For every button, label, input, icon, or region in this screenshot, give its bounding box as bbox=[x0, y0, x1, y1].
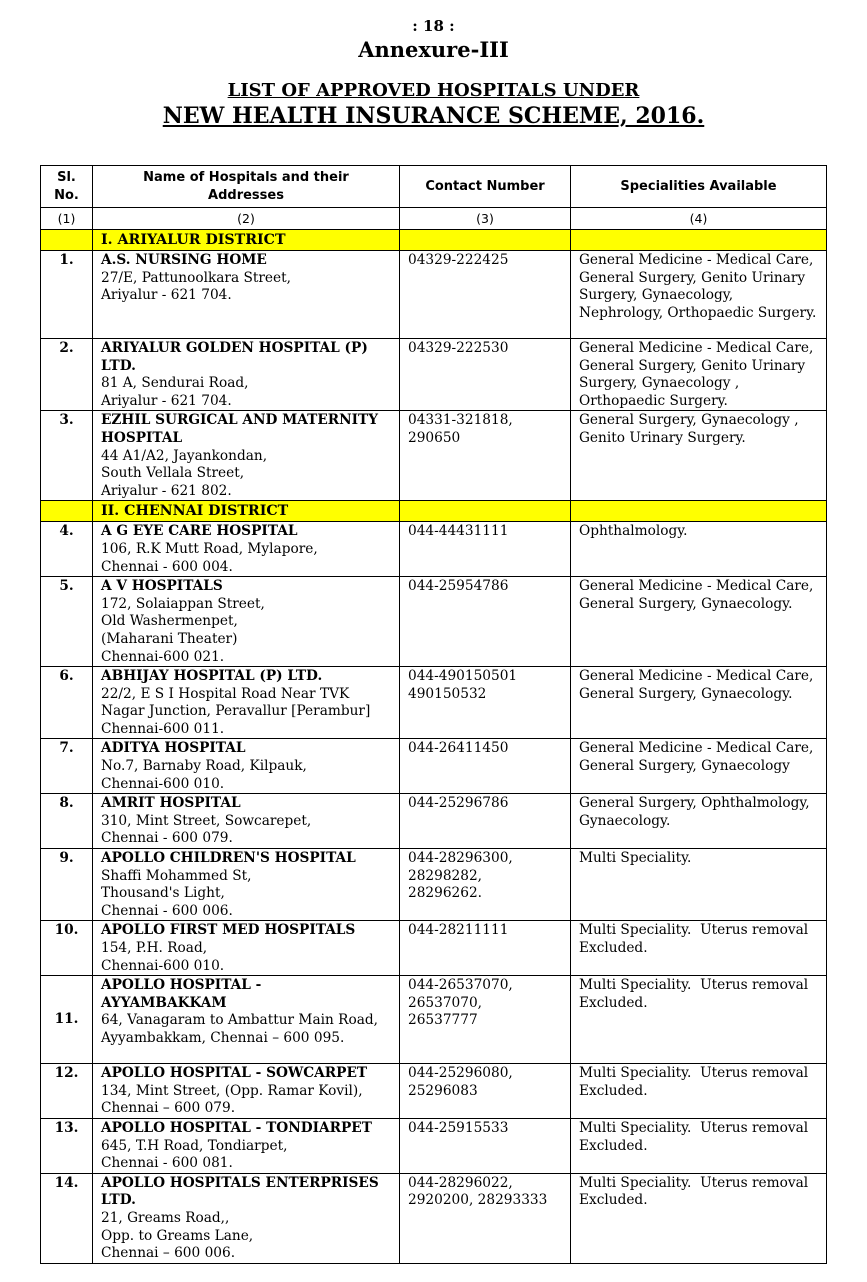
table-row bbox=[41, 1173, 827, 1263]
contact-number: 044-28296022, 2920200, 28293333 bbox=[400, 1173, 571, 1263]
contact-number: 044-25296080, 25296083 bbox=[400, 1064, 571, 1119]
hospital-address: 645, T.H Road, Tondiarpet, Chennai - 600 081. bbox=[101, 1137, 288, 1172]
hospital-name: APOLLO HOSPITAL - AYYAMBAKKAM bbox=[101, 977, 262, 1011]
sl-no: 7. bbox=[41, 739, 93, 794]
hospital-cell bbox=[93, 976, 400, 1064]
hospital-address: 172, Solaiappan Street, Old Washermenpet, (Maharani Theater) Chennai-600 021. bbox=[101, 595, 265, 665]
column-number: (4) bbox=[571, 208, 827, 230]
sl-no: 13. bbox=[41, 1118, 93, 1173]
table-row bbox=[41, 522, 827, 577]
hospital-name: A.S. NURSING HOME bbox=[101, 252, 267, 268]
column-number: (1) bbox=[41, 208, 93, 230]
sl-no: 11. bbox=[41, 976, 93, 1064]
table-row bbox=[41, 739, 827, 794]
contact-number: 044-25296786 bbox=[400, 794, 571, 849]
column-number: (3) bbox=[400, 208, 571, 230]
contact-number: 044-28296300, 28298282, 28296262. bbox=[400, 849, 571, 921]
page-number: : 18 : bbox=[412, 17, 455, 35]
hospital-address: 22/2, E S I Hospital Road Near TVK Nagar Junction, Peravallur [Perambur] Chennai-600 011. bbox=[101, 685, 371, 737]
hospital-name: A V HOSPITALS bbox=[101, 578, 223, 595]
table-row bbox=[41, 849, 827, 921]
hospital-cell bbox=[93, 794, 400, 849]
table-row bbox=[41, 339, 827, 411]
table-row bbox=[41, 1118, 827, 1173]
specialities: General Medicine - Medical Care, General Surgery, Genito Urinary Surgery, Gynaecology, Nephrology, Orthopaedic Surgery. bbox=[571, 251, 827, 339]
specialities: General Medicine - Medical Care, General Surgery, Gynaecology bbox=[571, 739, 827, 794]
district-row bbox=[41, 501, 827, 522]
hospital-address: 134, Mint Street, (Opp. Ramar Kovil), Chennai – 600 079. bbox=[101, 1082, 363, 1117]
hospital-name: APOLLO HOSPITALS ENTERPRISES LTD. bbox=[101, 1174, 379, 1209]
contact-number: 044-26537070, 26537070, 26537777 bbox=[400, 976, 571, 1064]
hospital-address: 106, R.K Mutt Road, Mylapore, Chennai - 600 004. bbox=[101, 540, 318, 575]
header-sl-no: Sl. No. bbox=[41, 166, 93, 208]
table-row bbox=[41, 577, 827, 667]
hospital-cell bbox=[93, 339, 400, 411]
table-row bbox=[41, 411, 827, 501]
title-line-2: NEW HEALTH INSURANCE SCHEME, 2016. bbox=[162, 103, 705, 129]
table-row bbox=[41, 1064, 827, 1119]
hospitals-table bbox=[40, 165, 827, 1264]
specialities: Multi Speciality. Uterus removal Excluded. bbox=[571, 1118, 827, 1173]
district-spec-cell bbox=[571, 501, 827, 522]
hospital-cell bbox=[93, 667, 400, 739]
title-line-1: LIST OF APPROVED HOSPITALS UNDER bbox=[227, 80, 640, 101]
contact-number: 04329-222425 bbox=[400, 251, 571, 339]
hospital-name: APOLLO CHILDREN'S HOSPITAL bbox=[101, 850, 356, 867]
hospital-address: No.7, Barnaby Road, Kilpauk, Chennai-600 010. bbox=[101, 758, 307, 792]
hospital-name: AMRIT HOSPITAL bbox=[101, 795, 241, 812]
hospital-address: Shaffi Mohammed St, Thousand's Light, Chennai - 600 006. bbox=[101, 867, 252, 919]
contact-number: 04331-321818, 290650 bbox=[400, 411, 571, 501]
hospital-address: 81 A, Sendurai Road, Ariyalur - 621 704. bbox=[101, 375, 249, 409]
hospital-cell bbox=[93, 1064, 400, 1119]
table-body bbox=[41, 230, 827, 1264]
hospital-cell bbox=[93, 1173, 400, 1263]
hospital-name: ADITYA HOSPITAL bbox=[101, 740, 246, 757]
hospital-address: 310, Mint Street, Sowcarepet, Chennai - 600 079. bbox=[101, 812, 312, 847]
specialities: Multi Speciality. Uterus removal Excluded. bbox=[571, 1173, 827, 1263]
specialities: Multi Speciality. Uterus removal Excluded. bbox=[571, 921, 827, 976]
contact-number: 044-28211111 bbox=[400, 921, 571, 976]
table-row bbox=[41, 794, 827, 849]
hospital-name: APOLLO HOSPITAL - TONDIARPET bbox=[101, 1119, 372, 1136]
hospital-cell bbox=[93, 739, 400, 794]
hospital-name: EZHIL SURGICAL AND MATERNITY HOSPITAL bbox=[101, 412, 378, 446]
sl-no: 10. bbox=[41, 921, 93, 976]
header-specialities: Specialities Available bbox=[571, 166, 827, 208]
sl-no: 8. bbox=[41, 794, 93, 849]
hospital-address: 64, Vanagaram to Ambattur Main Road, Ayyambakkam, Chennai – 600 095. bbox=[101, 1012, 378, 1046]
district-contact-cell bbox=[400, 501, 571, 522]
hospital-name: ABHIJAY HOSPITAL (P) LTD. bbox=[101, 668, 323, 685]
table-row bbox=[41, 921, 827, 976]
hospital-cell bbox=[93, 522, 400, 577]
specialities: General Surgery, Gynaecology , Genito Urinary Surgery. bbox=[571, 411, 827, 501]
specialities: Multi Speciality. bbox=[571, 849, 827, 921]
hospital-name: APOLLO FIRST MED HOSPITALS bbox=[101, 922, 356, 939]
header-hospital-name: Name of Hospitals and their Addresses bbox=[93, 166, 400, 208]
hospital-address: 27/E, Pattunoolkara Street, Ariyalur - 621 704. bbox=[101, 269, 291, 304]
district-sl-cell bbox=[41, 230, 93, 251]
header-contact-number: Contact Number bbox=[400, 166, 571, 208]
hospital-address: 44 A1/A2, Jayankondan, South Vellala Street, Ariyalur - 621 802. bbox=[101, 447, 268, 499]
hospital-cell bbox=[93, 411, 400, 501]
hospital-name: APOLLO HOSPITAL - SOWCARPET bbox=[101, 1065, 368, 1082]
contact-number: 044-26411450 bbox=[400, 739, 571, 794]
column-number-row bbox=[41, 208, 827, 230]
table-row bbox=[41, 251, 827, 339]
table-header-row bbox=[41, 166, 827, 208]
specialities: General Surgery, Ophthalmology, Gynaecology. bbox=[571, 794, 827, 849]
sl-no: 3. bbox=[41, 411, 93, 501]
district-name: II. CHENNAI DISTRICT bbox=[93, 501, 400, 522]
specialities: Ophthalmology. bbox=[571, 522, 827, 577]
contact-number: 044-25915533 bbox=[400, 1118, 571, 1173]
district-name: I. ARIYALUR DISTRICT bbox=[93, 230, 400, 251]
table-row bbox=[41, 976, 827, 1064]
contact-number: 044-490150501 490150532 bbox=[400, 667, 571, 739]
sl-no: 14. bbox=[41, 1173, 93, 1263]
hospital-name: A G EYE CARE HOSPITAL bbox=[101, 523, 298, 540]
sl-no: 2. bbox=[41, 339, 93, 411]
sl-no: 9. bbox=[41, 849, 93, 921]
sl-no: 5. bbox=[41, 577, 93, 667]
hospital-cell bbox=[93, 1118, 400, 1173]
sl-no: 4. bbox=[41, 522, 93, 577]
specialities: General Medicine - Medical Care, General Surgery, Gynaecology. bbox=[571, 577, 827, 667]
table-row bbox=[41, 667, 827, 739]
district-spec-cell bbox=[571, 230, 827, 251]
column-number: (2) bbox=[93, 208, 400, 230]
hospital-address: 154, P.H. Road, Chennai-600 010. bbox=[101, 940, 225, 974]
hospital-name: ARIYALUR GOLDEN HOSPITAL (P) LTD. bbox=[101, 340, 368, 374]
hospital-address: 21, Greams Road,, Opp. to Greams Lane, Chennai – 600 006. bbox=[101, 1209, 254, 1262]
hospital-cell bbox=[93, 251, 400, 339]
contact-number: 044-44431111 bbox=[400, 522, 571, 577]
sl-no: 1. bbox=[41, 251, 93, 339]
hospital-cell bbox=[93, 849, 400, 921]
sl-no: 12. bbox=[41, 1064, 93, 1119]
hospital-cell bbox=[93, 921, 400, 976]
specialities: Multi Speciality. Uterus removal Excluded. bbox=[571, 976, 827, 1064]
annexure-heading: Annexure-III bbox=[358, 37, 509, 62]
contact-number: 04329-222530 bbox=[400, 339, 571, 411]
specialities: General Medicine - Medical Care, General Surgery, Gynaecology. bbox=[571, 667, 827, 739]
specialities: Multi Speciality. Uterus removal Excluded. bbox=[571, 1064, 827, 1119]
sl-no: 6. bbox=[41, 667, 93, 739]
hospital-cell bbox=[93, 577, 400, 667]
contact-number: 044-25954786 bbox=[400, 577, 571, 667]
district-row bbox=[41, 230, 827, 251]
district-contact-cell bbox=[400, 230, 571, 251]
district-sl-cell bbox=[41, 501, 93, 522]
specialities: General Medicine - Medical Care, General Surgery, Genito Urinary Surgery, Gynaecology , Orthopaedic Surgery. bbox=[571, 339, 827, 411]
